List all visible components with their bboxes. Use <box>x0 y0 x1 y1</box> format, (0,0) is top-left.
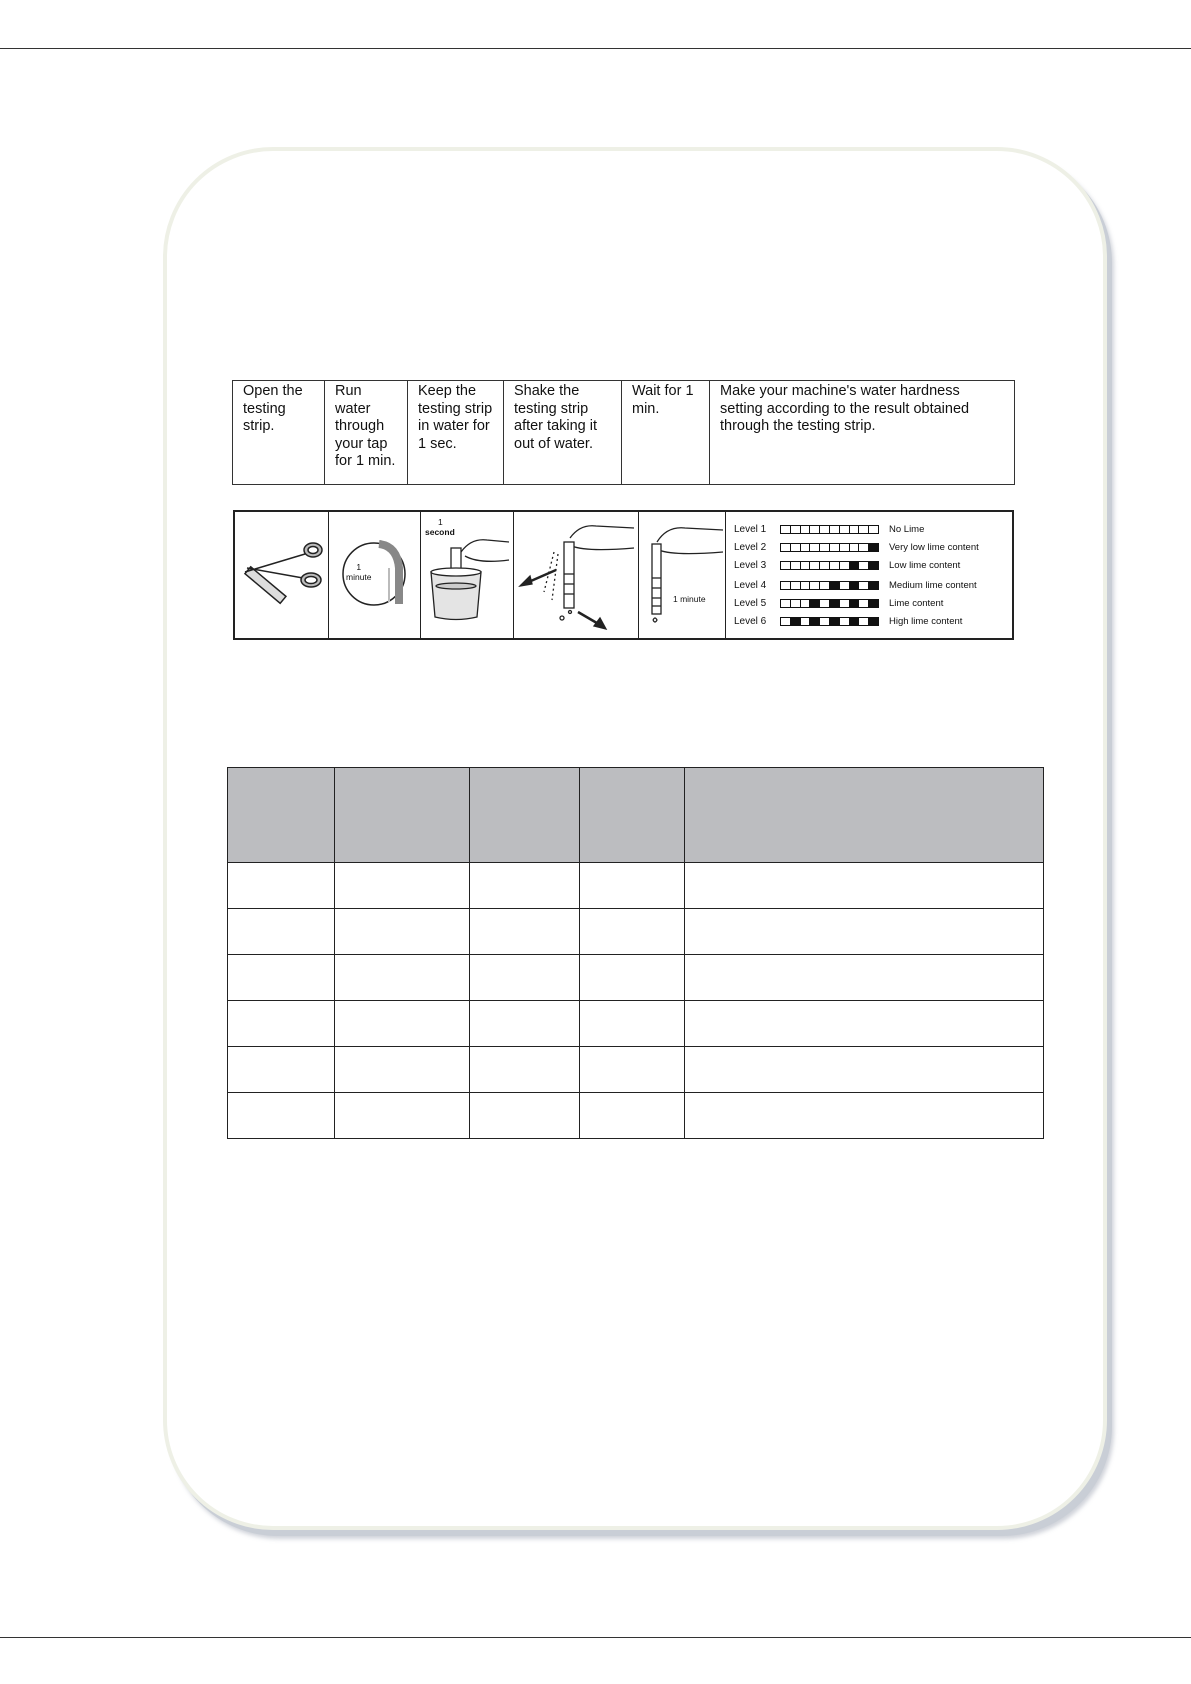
table-cell <box>580 1093 685 1139</box>
step-5: Wait for 1 min. <box>622 381 710 485</box>
level-strip-swatch <box>780 599 879 608</box>
table-cell <box>228 863 335 909</box>
table-cell <box>470 1093 580 1139</box>
tap-duration-label: 1 minute <box>346 562 372 582</box>
wait-illustration <box>639 512 726 638</box>
table-row <box>228 955 1044 1001</box>
table-cell <box>580 1047 685 1093</box>
step-3: Keep the testing strip in water for 1 sec. <box>408 381 504 485</box>
table-header-row <box>228 768 1044 863</box>
level-strip-swatch <box>780 543 879 552</box>
level-description: No Lime <box>889 523 925 535</box>
level-name: Level 5 <box>734 597 767 609</box>
wait-duration-label: 1 minute <box>673 594 706 604</box>
level-strip-swatch <box>780 581 879 590</box>
table-row <box>228 1093 1044 1139</box>
step-1: Open the testing strip. <box>233 381 325 485</box>
table-cell <box>685 1047 1044 1093</box>
shake-illustration <box>514 512 639 638</box>
table-row <box>228 863 1044 909</box>
level-name: Level 3 <box>734 559 767 571</box>
table-row <box>228 1001 1044 1047</box>
header-cell <box>580 768 685 863</box>
table-cell <box>470 909 580 955</box>
header-cell <box>685 768 1044 863</box>
level-description: Very low lime content <box>889 541 979 553</box>
table-cell <box>228 909 335 955</box>
table-cell <box>228 955 335 1001</box>
step-6: Make your machine's water hardness setting according to the result obtained through the testing strip. <box>710 381 1015 485</box>
table-cell <box>580 955 685 1001</box>
level-row <box>734 576 979 594</box>
table-cell <box>335 909 470 955</box>
table-cell <box>580 863 685 909</box>
water-hardness-table <box>227 767 1044 1139</box>
table-cell <box>685 1001 1044 1047</box>
level-name: Level 4 <box>734 579 767 591</box>
header-cell <box>335 768 470 863</box>
table-cell <box>470 955 580 1001</box>
level-row <box>734 594 979 612</box>
tap-icon <box>329 512 419 638</box>
level-description: High lime content <box>889 615 963 627</box>
table-cell <box>228 1001 335 1047</box>
level-description: Medium lime content <box>889 579 977 591</box>
table-cell <box>335 1093 470 1139</box>
level-strip-swatch <box>780 561 879 570</box>
dip-duration-unit: second <box>425 527 455 537</box>
level-description: Lime content <box>889 597 944 609</box>
table-cell <box>685 909 1044 955</box>
level-row <box>734 556 979 574</box>
table-cell <box>335 863 470 909</box>
scissors-icon <box>235 512 327 638</box>
level-row <box>734 612 979 630</box>
level-name: Level 6 <box>734 615 767 627</box>
table-cell <box>335 955 470 1001</box>
table-cell <box>685 863 1044 909</box>
table-cell <box>335 1001 470 1047</box>
level-row <box>734 538 979 556</box>
header-rule <box>0 48 1191 49</box>
table-cell <box>685 955 1044 1001</box>
level-description: Low lime content <box>889 559 961 571</box>
table-cell <box>470 1047 580 1093</box>
table-cell <box>228 1047 335 1093</box>
table-cell <box>580 909 685 955</box>
tap-illustration <box>329 512 421 638</box>
table-row <box>228 909 1044 955</box>
level-strip-swatch <box>780 525 879 534</box>
table-cell <box>685 1093 1044 1139</box>
step-2: Run water through your tap for 1 min. <box>325 381 408 485</box>
level-name: Level 2 <box>734 541 767 553</box>
table-cell <box>228 1093 335 1139</box>
header-cell <box>470 768 580 863</box>
level-row <box>734 520 979 538</box>
header-cell <box>228 768 335 863</box>
dip-illustration <box>421 512 514 638</box>
hardness-levels-legend <box>726 512 1012 638</box>
step-4: Shake the testing strip after taking it out of water. <box>504 381 622 485</box>
table-cell <box>470 1001 580 1047</box>
level-strip-swatch <box>780 617 879 626</box>
illustration-strip <box>233 510 1014 640</box>
level-name: Level 1 <box>734 523 767 535</box>
table-cell <box>470 863 580 909</box>
wait-icon <box>639 512 724 638</box>
table-cell <box>580 1001 685 1047</box>
footer-rule <box>0 1637 1191 1638</box>
steps-table <box>232 380 1015 485</box>
dip-duration-number: 1 <box>438 517 443 527</box>
table-cell <box>335 1047 470 1093</box>
shake-icon <box>514 512 637 638</box>
scissors-illustration <box>235 512 329 638</box>
table-row <box>228 1047 1044 1093</box>
